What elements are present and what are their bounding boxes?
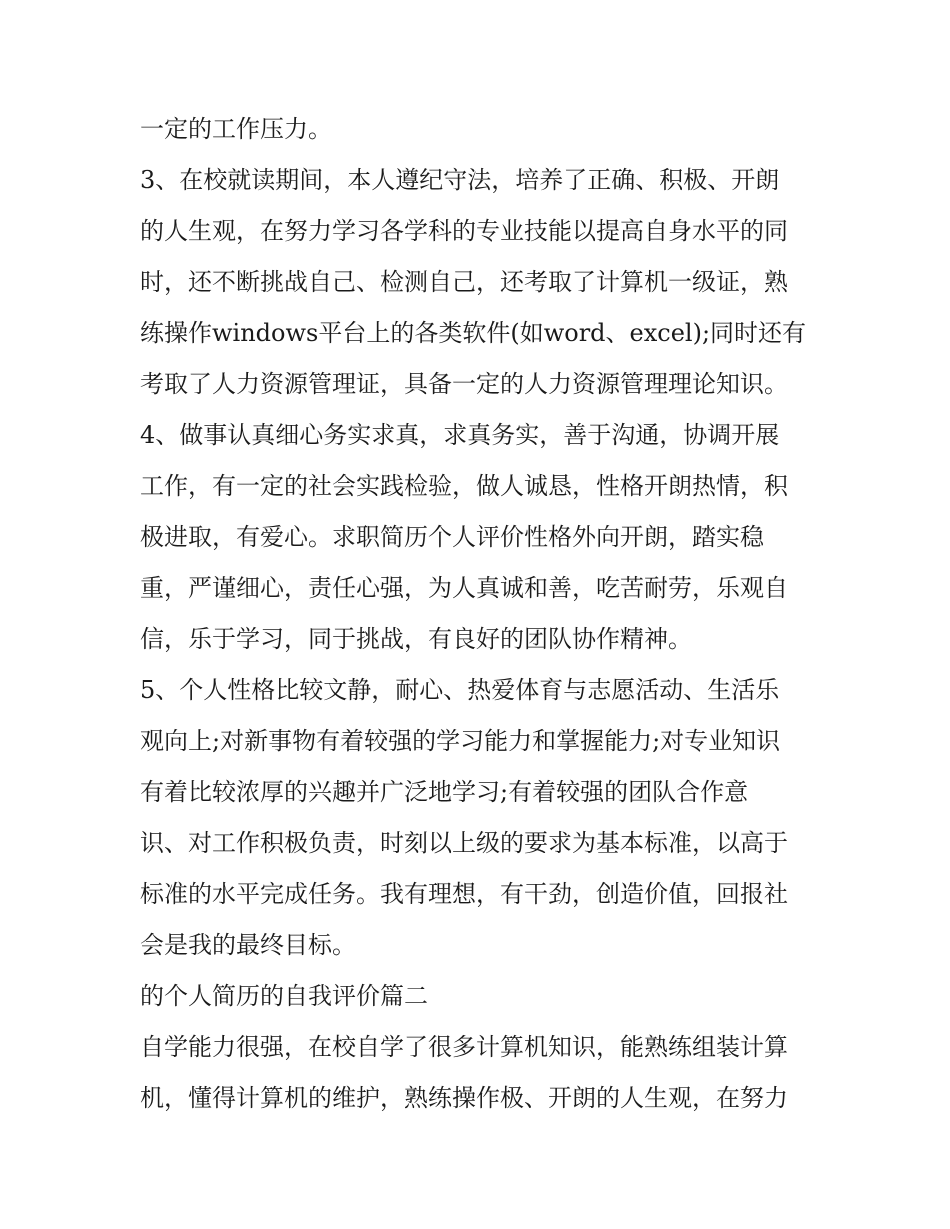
text-line: 识、对工作积极负责，时刻以上级的要求为基本标准，以高于: [140, 829, 788, 857]
text-line: 5、个人性格比较文静，耐心、热爱体育与志愿活动、生活乐: [140, 676, 780, 704]
text-line: 的人生观，在努力学习各学科的专业技能以提高自身水平的同: [140, 217, 788, 245]
text-line: 会是我的最终目标。: [140, 931, 356, 959]
text-line: 时，还不断挑战自己、检测自己，还考取了计算机一级证，熟: [140, 268, 788, 296]
document-body: [140, 104, 820, 1124]
text-line: 机，懂得计算机的维护，熟练操作极、开朗的人生观，在努力: [140, 1084, 788, 1112]
text-line: 工作，有一定的社会实践检验，做人诚恳，性格开朗热情，积: [140, 472, 788, 500]
text-line: 标准的水平完成任务。我有理想，有干劲，创造价值，回报社: [140, 880, 788, 908]
text-line: 有着比较浓厚的兴趣并广泛地学习;有着较强的团队合作意: [140, 778, 749, 806]
text-line: 自学能力很强，在校自学了很多计算机知识，能熟练组装计算: [140, 1033, 788, 1061]
text-line: 3、在校就读期间，本人遵纪守法，培养了正确、积极、开朗: [140, 166, 780, 194]
text-line: 4、做事认真细心务实求真，求真务实，善于沟通，协调开展: [140, 421, 780, 449]
text-line: 练操作windows平台上的各类软件(如word、excel);同时还有: [140, 319, 807, 347]
text-line: 极进取，有爱心。求职简历个人评价性格外向开朗，踏实稳: [140, 523, 764, 551]
text-line: 观向上;对新事物有着较强的学习能力和掌握能力;对专业知识: [140, 727, 781, 755]
text-line: 信，乐于学习，同于挑战，有良好的团队协作精神。: [140, 625, 692, 653]
text-line: 一定的工作压力。: [140, 115, 332, 143]
text-line: 考取了人力资源管理证，具备一定的人力资源管理理论知识。: [140, 370, 788, 398]
text-line: 重，严谨细心，责任心强，为人真诚和善，吃苦耐劳，乐观自: [140, 574, 788, 602]
section-heading: 的个人简历的自我评价篇二: [140, 982, 428, 1010]
